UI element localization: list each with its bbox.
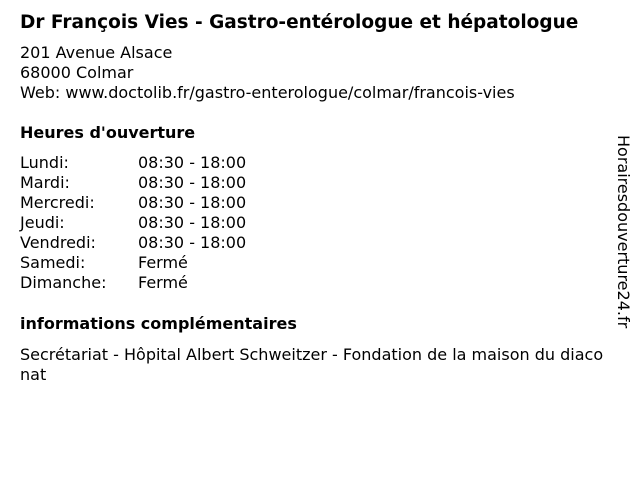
hours-list bbox=[20, 153, 246, 293]
hours-row-friday bbox=[20, 233, 246, 253]
day-label: Lundi: bbox=[20, 153, 69, 172]
hours-row-saturday bbox=[20, 253, 246, 273]
hours-value: 08:30 - 18:00 bbox=[138, 193, 247, 212]
day-label: Vendredi: bbox=[20, 233, 96, 252]
hours-value: 08:30 - 18:00 bbox=[138, 153, 247, 172]
hours-value: 08:30 - 18:00 bbox=[138, 173, 247, 192]
street-address: 201 Avenue Alsace bbox=[20, 43, 173, 62]
hours-row-tuesday bbox=[20, 173, 246, 193]
hours-value: 08:30 - 18:00 bbox=[138, 213, 247, 232]
day-label: Mardi: bbox=[20, 173, 70, 192]
hours-value: Fermé bbox=[138, 253, 188, 272]
hours-heading: Heures d'ouverture bbox=[20, 123, 196, 142]
hours-row-sunday bbox=[20, 273, 246, 293]
page-title: Dr François Vies - Gastro-entérologue et hépatologue bbox=[20, 12, 579, 33]
day-label: Dimanche: bbox=[20, 273, 107, 292]
watermark: Horairesdouverture24.fr bbox=[614, 135, 633, 329]
website: Web: www.doctolib.fr/gastro-enterologue/colmar/francois-vies bbox=[20, 83, 515, 102]
address-block bbox=[20, 43, 515, 103]
info-text: Secrétariat - Hôpital Albert Schweitzer - Fondation de la maison du diaconat bbox=[20, 345, 604, 384]
day-label: Samedi: bbox=[20, 253, 86, 272]
hours-row-monday bbox=[20, 153, 246, 173]
day-label: Jeudi: bbox=[20, 213, 65, 232]
city: 68000 Colmar bbox=[20, 63, 134, 82]
hours-value: Fermé bbox=[138, 273, 188, 292]
hours-value: 08:30 - 18:00 bbox=[138, 233, 247, 252]
day-label: Mercredi: bbox=[20, 193, 95, 212]
hours-row-wednesday bbox=[20, 193, 246, 213]
hours-row-thursday bbox=[20, 213, 246, 233]
info-heading: informations complémentaires bbox=[20, 314, 297, 333]
